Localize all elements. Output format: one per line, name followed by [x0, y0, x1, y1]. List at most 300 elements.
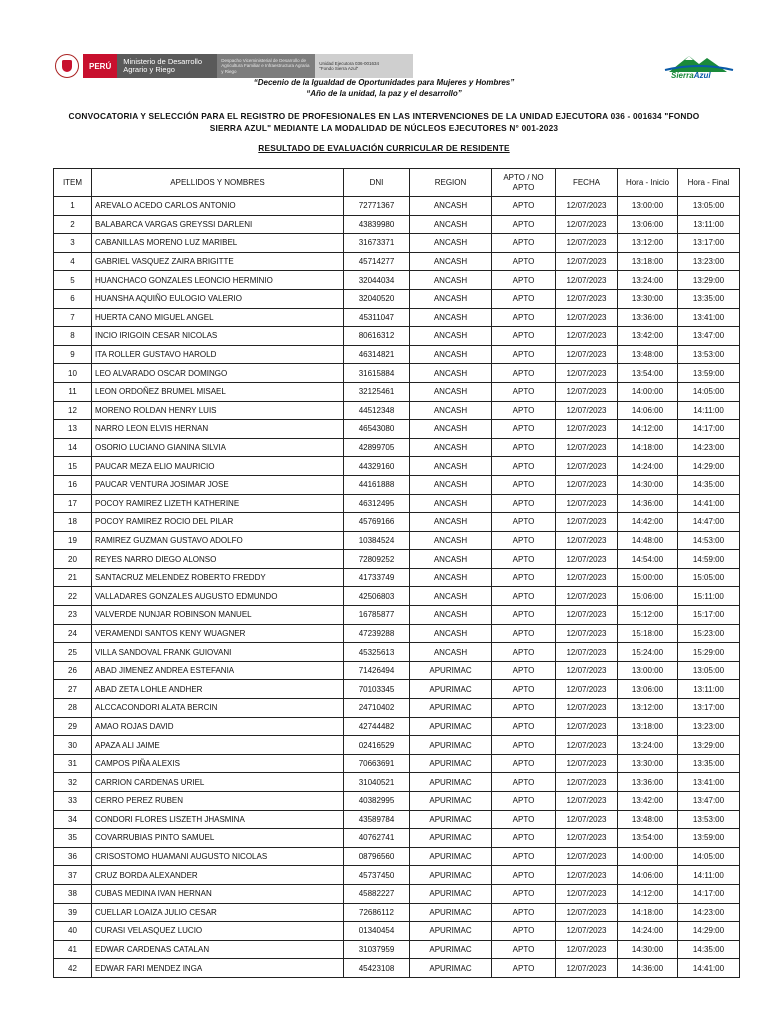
cell-date: 12/07/2023: [556, 847, 618, 866]
cell-end-time: 14:47:00: [678, 513, 740, 532]
cell-dni: 47239288: [344, 624, 410, 643]
cell-name: CARRION CARDENAS URIEL: [92, 773, 344, 792]
decenio-slogan: “Decenio de la Igualdad de Oportunidades para Mujeres y Hombres”: [253, 78, 515, 87]
cell-item: 11: [54, 382, 92, 401]
cell-region: APURIMAC: [410, 792, 492, 811]
cell-name: CUBAS MEDINA IVAN HERNAN: [92, 884, 344, 903]
cell-item: 7: [54, 308, 92, 327]
cell-region: APURIMAC: [410, 810, 492, 829]
cell-dni: 40382995: [344, 792, 410, 811]
cell-date: 12/07/2023: [556, 513, 618, 532]
cell-region: ANCASH: [410, 364, 492, 383]
cell-dni: 80616312: [344, 327, 410, 346]
cell-name: AMAO ROJAS DAVID: [92, 717, 344, 736]
cell-status: APTO: [492, 903, 556, 922]
cell-start-time: 13:00:00: [618, 661, 678, 680]
cell-region: ANCASH: [410, 457, 492, 476]
cell-start-time: 13:00:00: [618, 197, 678, 216]
col-header-region: REGION: [410, 169, 492, 197]
coat-of-arms-icon: [55, 54, 79, 78]
cell-dni: 45311047: [344, 308, 410, 327]
cell-start-time: 15:06:00: [618, 587, 678, 606]
cell-item: 33: [54, 792, 92, 811]
cell-start-time: 14:48:00: [618, 531, 678, 550]
cell-status: APTO: [492, 884, 556, 903]
cell-item: 10: [54, 364, 92, 383]
cell-date: 12/07/2023: [556, 252, 618, 271]
cell-dni: 70103345: [344, 680, 410, 699]
vice-ministry-label: Despacho Viceministerial de Desarrollo de Agricultura Familiar e Infraestructura Agraria y Riego: [217, 54, 315, 78]
cell-region: APURIMAC: [410, 940, 492, 959]
cell-item: 30: [54, 736, 92, 755]
cell-region: APURIMAC: [410, 829, 492, 848]
cell-date: 12/07/2023: [556, 568, 618, 587]
cell-status: APTO: [492, 382, 556, 401]
col-header-status: APTO / NO APTO: [492, 169, 556, 197]
cell-dni: 70663691: [344, 754, 410, 773]
cell-status: APTO: [492, 289, 556, 308]
cell-end-time: 13:17:00: [678, 234, 740, 253]
cell-start-time: 13:24:00: [618, 736, 678, 755]
cell-date: 12/07/2023: [556, 866, 618, 885]
cell-date: 12/07/2023: [556, 699, 618, 718]
cell-region: APURIMAC: [410, 736, 492, 755]
cell-start-time: 14:42:00: [618, 513, 678, 532]
cell-dni: 45325613: [344, 643, 410, 662]
cell-item: 6: [54, 289, 92, 308]
cell-end-time: 14:41:00: [678, 959, 740, 978]
cell-item: 35: [54, 829, 92, 848]
cell-start-time: 13:18:00: [618, 717, 678, 736]
table-row: [54, 494, 740, 513]
table-row: [54, 327, 740, 346]
cell-status: APTO: [492, 587, 556, 606]
cell-end-time: 13:05:00: [678, 197, 740, 216]
cell-region: ANCASH: [410, 587, 492, 606]
cell-region: APURIMAC: [410, 754, 492, 773]
cell-name: OSORIO LUCIANO GIANINA SILVIA: [92, 438, 344, 457]
cell-end-time: 13:35:00: [678, 289, 740, 308]
cell-region: ANCASH: [410, 513, 492, 532]
cell-status: APTO: [492, 754, 556, 773]
cell-start-time: 13:48:00: [618, 345, 678, 364]
cell-dni: 45714277: [344, 252, 410, 271]
cell-start-time: 13:42:00: [618, 327, 678, 346]
cell-name: HUERTA CANO MIGUEL ANGEL: [92, 308, 344, 327]
cell-dni: 02416529: [344, 736, 410, 755]
cell-region: ANCASH: [410, 624, 492, 643]
cell-dni: 10384524: [344, 531, 410, 550]
cell-end-time: 14:41:00: [678, 494, 740, 513]
cell-start-time: 14:18:00: [618, 903, 678, 922]
cell-end-time: 15:17:00: [678, 606, 740, 625]
table-row: [54, 847, 740, 866]
cell-status: APTO: [492, 643, 556, 662]
cell-name: CRISOSTOMO HUAMANI AUGUSTO NICOLAS: [92, 847, 344, 866]
cell-end-time: 13:47:00: [678, 792, 740, 811]
cell-status: APTO: [492, 401, 556, 420]
cell-status: APTO: [492, 829, 556, 848]
cell-start-time: 14:00:00: [618, 382, 678, 401]
cell-start-time: 14:18:00: [618, 438, 678, 457]
cell-dni: 32040520: [344, 289, 410, 308]
cell-item: 27: [54, 680, 92, 699]
cell-status: APTO: [492, 624, 556, 643]
table-row: [54, 401, 740, 420]
cell-date: 12/07/2023: [556, 606, 618, 625]
cell-name: HUANSHA AQUIÑO EULOGIO VALERIO: [92, 289, 344, 308]
cell-date: 12/07/2023: [556, 345, 618, 364]
table-row: [54, 717, 740, 736]
col-header-item: ITEM: [54, 169, 92, 197]
cell-item: 8: [54, 327, 92, 346]
ministry-label: Ministerio de Desarrollo Agrario y Riego: [117, 54, 217, 78]
cell-status: APTO: [492, 550, 556, 569]
cell-date: 12/07/2023: [556, 401, 618, 420]
cell-status: APTO: [492, 940, 556, 959]
table-row: [54, 271, 740, 290]
table-row: [54, 606, 740, 625]
document-title: CONVOCATORIA Y SELECCIÓN PARA EL REGISTRO DE PROFESIONALES EN LAS INTERVENCIONES DE LA UNIDAD EJECUTORA 036 - 001634 "FONDO SIERRA AZUL" MEDIANTE LA MODALIDAD DE NÚCLEOS EJECUTORES N° 001-2023: [68, 111, 700, 133]
cell-item: 25: [54, 643, 92, 662]
cell-date: 12/07/2023: [556, 382, 618, 401]
table-row: [54, 829, 740, 848]
cell-end-time: 13:23:00: [678, 252, 740, 271]
cell-name: VALLADARES GONZALES AUGUSTO EDMUNDO: [92, 587, 344, 606]
cell-end-time: 14:11:00: [678, 866, 740, 885]
cell-date: 12/07/2023: [556, 661, 618, 680]
cell-start-time: 13:12:00: [618, 234, 678, 253]
executing-unit-line1: Unidad Ejecutora 036-001634: [319, 60, 380, 66]
cell-name: VERAMENDI SANTOS KENY WUAGNER: [92, 624, 344, 643]
cell-date: 12/07/2023: [556, 289, 618, 308]
cell-item: 17: [54, 494, 92, 513]
cell-status: APTO: [492, 438, 556, 457]
cell-start-time: 14:54:00: [618, 550, 678, 569]
col-header-name: APELLIDOS Y NOMBRES: [92, 169, 344, 197]
cell-status: APTO: [492, 475, 556, 494]
cell-end-time: 13:53:00: [678, 810, 740, 829]
cell-item: 12: [54, 401, 92, 420]
cell-region: APURIMAC: [410, 773, 492, 792]
cell-end-time: 13:53:00: [678, 345, 740, 364]
cell-name: HUANCHACO GONZALES LEONCIO HERMINIO: [92, 271, 344, 290]
table-row: [54, 736, 740, 755]
cell-status: APTO: [492, 513, 556, 532]
document-subtitle: RESULTADO DE EVALUACIÓN CURRICULAR DE RESIDENTE: [258, 143, 510, 153]
cell-region: ANCASH: [410, 327, 492, 346]
table-row: [54, 215, 740, 234]
cell-region: ANCASH: [410, 308, 492, 327]
cell-start-time: 13:30:00: [618, 289, 678, 308]
cell-name: VALVERDE NUNJAR ROBINSON MANUEL: [92, 606, 344, 625]
sierra-azul-logo: [663, 52, 735, 80]
table-row: [54, 308, 740, 327]
cell-start-time: 13:30:00: [618, 754, 678, 773]
cell-dni: 42899705: [344, 438, 410, 457]
cell-end-time: 13:41:00: [678, 308, 740, 327]
year-slogan: “Año de la unidad, la paz y el desarrollo”: [306, 89, 462, 98]
cell-date: 12/07/2023: [556, 959, 618, 978]
cell-status: APTO: [492, 773, 556, 792]
cell-start-time: 14:36:00: [618, 959, 678, 978]
col-header-start-time: Hora - Inicio: [618, 169, 678, 197]
cell-start-time: 14:30:00: [618, 475, 678, 494]
cell-end-time: 13:47:00: [678, 327, 740, 346]
cell-dni: 41733749: [344, 568, 410, 587]
cell-dni: 31615884: [344, 364, 410, 383]
cell-item: 41: [54, 940, 92, 959]
cell-end-time: 13:29:00: [678, 271, 740, 290]
cell-item: 15: [54, 457, 92, 476]
cell-dni: 71426494: [344, 661, 410, 680]
cell-item: 36: [54, 847, 92, 866]
cell-item: 19: [54, 531, 92, 550]
cell-name: EDWAR FARI MENDEZ INGA: [92, 959, 344, 978]
cell-region: ANCASH: [410, 550, 492, 569]
cell-item: 5: [54, 271, 92, 290]
cell-start-time: 13:12:00: [618, 699, 678, 718]
cell-item: 34: [54, 810, 92, 829]
cell-status: APTO: [492, 699, 556, 718]
cell-name: ABAD ZETA LOHLE ANDHER: [92, 680, 344, 699]
cell-name: CONDORI FLORES LISZETH JHASMINA: [92, 810, 344, 829]
cell-region: APURIMAC: [410, 680, 492, 699]
cell-start-time: 14:06:00: [618, 401, 678, 420]
cell-name: VILLA SANDOVAL FRANK GUIOVANI: [92, 643, 344, 662]
cell-item: 16: [54, 475, 92, 494]
cell-date: 12/07/2023: [556, 587, 618, 606]
cell-name: NARRO LEON ELVIS HERNAN: [92, 420, 344, 439]
cell-name: LEON ORDOÑEZ BRUMEL MISAEL: [92, 382, 344, 401]
cell-status: APTO: [492, 345, 556, 364]
cell-date: 12/07/2023: [556, 624, 618, 643]
cell-region: APURIMAC: [410, 699, 492, 718]
cell-date: 12/07/2023: [556, 327, 618, 346]
cell-name: PAUCAR VENTURA JOSIMAR JOSE: [92, 475, 344, 494]
cell-dni: 45882227: [344, 884, 410, 903]
cell-name: BALABARCA VARGAS GREYSSI DARLENI: [92, 215, 344, 234]
cell-start-time: 13:36:00: [618, 308, 678, 327]
cell-end-time: 13:41:00: [678, 773, 740, 792]
cell-region: ANCASH: [410, 438, 492, 457]
cell-end-time: 14:05:00: [678, 847, 740, 866]
cell-status: APTO: [492, 847, 556, 866]
cell-start-time: 13:54:00: [618, 364, 678, 383]
cell-name: ITA ROLLER GUSTAVO HAROLD: [92, 345, 344, 364]
cell-date: 12/07/2023: [556, 271, 618, 290]
cell-region: APURIMAC: [410, 884, 492, 903]
cell-date: 12/07/2023: [556, 531, 618, 550]
cell-name: ABAD JIMENEZ ANDREA ESTEFANIA: [92, 661, 344, 680]
cell-date: 12/07/2023: [556, 829, 618, 848]
cell-item: 2: [54, 215, 92, 234]
cell-status: APTO: [492, 661, 556, 680]
cell-item: 13: [54, 420, 92, 439]
cell-start-time: 13:54:00: [618, 829, 678, 848]
table-row: [54, 810, 740, 829]
sierra-azul-logo-text: SierraAzul: [671, 71, 711, 80]
table-row: [54, 792, 740, 811]
cell-date: 12/07/2023: [556, 457, 618, 476]
cell-status: APTO: [492, 494, 556, 513]
cell-name: INCIO IRIGOIN CESAR NICOLAS: [92, 327, 344, 346]
cell-name: COVARRUBIAS PINTO SAMUEL: [92, 829, 344, 848]
cell-start-time: 13:42:00: [618, 792, 678, 811]
cell-end-time: 14:23:00: [678, 438, 740, 457]
table-row: [54, 754, 740, 773]
cell-dni: 72771367: [344, 197, 410, 216]
cell-region: ANCASH: [410, 420, 492, 439]
cell-dni: 01340454: [344, 922, 410, 941]
col-header-dni: DNI: [344, 169, 410, 197]
results-table: [53, 168, 740, 978]
cell-dni: 72809252: [344, 550, 410, 569]
cell-region: ANCASH: [410, 252, 492, 271]
cell-end-time: 15:11:00: [678, 587, 740, 606]
cell-date: 12/07/2023: [556, 643, 618, 662]
executing-unit-label: [315, 54, 413, 78]
cell-start-time: 15:24:00: [618, 643, 678, 662]
cell-end-time: 14:29:00: [678, 922, 740, 941]
cell-date: 12/07/2023: [556, 884, 618, 903]
cell-dni: 42744482: [344, 717, 410, 736]
cell-start-time: 14:24:00: [618, 922, 678, 941]
cell-start-time: 13:06:00: [618, 680, 678, 699]
cell-date: 12/07/2023: [556, 754, 618, 773]
table-row: [54, 531, 740, 550]
cell-item: 9: [54, 345, 92, 364]
executing-unit-line2: "Fondo Sierra Azul": [319, 66, 359, 71]
cell-date: 12/07/2023: [556, 903, 618, 922]
table-row: [54, 457, 740, 476]
cell-status: APTO: [492, 457, 556, 476]
cell-status: APTO: [492, 792, 556, 811]
cell-end-time: 13:11:00: [678, 215, 740, 234]
cell-status: APTO: [492, 271, 556, 290]
cell-dni: 43589784: [344, 810, 410, 829]
table-row: [54, 420, 740, 439]
cell-status: APTO: [492, 252, 556, 271]
cell-name: CRUZ BORDA ALEXANDER: [92, 866, 344, 885]
cell-status: APTO: [492, 215, 556, 234]
cell-date: 12/07/2023: [556, 792, 618, 811]
table-header-row: [54, 169, 740, 197]
cell-item: 22: [54, 587, 92, 606]
cell-date: 12/07/2023: [556, 550, 618, 569]
cell-region: APURIMAC: [410, 959, 492, 978]
cell-item: 31: [54, 754, 92, 773]
cell-status: APTO: [492, 810, 556, 829]
cell-dni: 31673371: [344, 234, 410, 253]
cell-region: APURIMAC: [410, 903, 492, 922]
cell-status: APTO: [492, 197, 556, 216]
cell-region: ANCASH: [410, 531, 492, 550]
cell-status: APTO: [492, 420, 556, 439]
cell-item: 26: [54, 661, 92, 680]
table-row: [54, 382, 740, 401]
cell-item: 42: [54, 959, 92, 978]
cell-start-time: 14:36:00: [618, 494, 678, 513]
cell-end-time: 13:35:00: [678, 754, 740, 773]
cell-date: 12/07/2023: [556, 215, 618, 234]
cell-date: 12/07/2023: [556, 922, 618, 941]
cell-item: 4: [54, 252, 92, 271]
cell-region: APURIMAC: [410, 847, 492, 866]
cell-end-time: 13:59:00: [678, 829, 740, 848]
cell-dni: 32125461: [344, 382, 410, 401]
cell-region: ANCASH: [410, 568, 492, 587]
cell-name: MORENO ROLDAN HENRY LUIS: [92, 401, 344, 420]
cell-region: APURIMAC: [410, 922, 492, 941]
government-logo-banner: [55, 54, 413, 78]
cell-end-time: 15:29:00: [678, 643, 740, 662]
table-row: [54, 866, 740, 885]
cell-status: APTO: [492, 922, 556, 941]
cell-region: ANCASH: [410, 345, 492, 364]
cell-start-time: 13:36:00: [618, 773, 678, 792]
cell-name: PAUCAR MEZA ELIO MAURICIO: [92, 457, 344, 476]
cell-name: GABRIEL VASQUEZ ZAIRA BRIGITTE: [92, 252, 344, 271]
cell-status: APTO: [492, 717, 556, 736]
cell-item: 32: [54, 773, 92, 792]
cell-date: 12/07/2023: [556, 308, 618, 327]
cell-dni: 45423108: [344, 959, 410, 978]
cell-name: CABANILLAS MORENO LUZ MARIBEL: [92, 234, 344, 253]
cell-end-time: 13:23:00: [678, 717, 740, 736]
cell-status: APTO: [492, 327, 556, 346]
cell-date: 12/07/2023: [556, 197, 618, 216]
cell-start-time: 14:00:00: [618, 847, 678, 866]
cell-start-time: 15:18:00: [618, 624, 678, 643]
cell-name: SANTACRUZ MELENDEZ ROBERTO FREDDY: [92, 568, 344, 587]
cell-region: ANCASH: [410, 197, 492, 216]
cell-end-time: 15:23:00: [678, 624, 740, 643]
cell-dni: 44329160: [344, 457, 410, 476]
cell-status: APTO: [492, 680, 556, 699]
cell-dni: 42506803: [344, 587, 410, 606]
cell-date: 12/07/2023: [556, 773, 618, 792]
cell-dni: 43839980: [344, 215, 410, 234]
cell-region: ANCASH: [410, 401, 492, 420]
table-row: [54, 234, 740, 253]
table-row: [54, 643, 740, 662]
cell-date: 12/07/2023: [556, 494, 618, 513]
col-header-date: FECHA: [556, 169, 618, 197]
table-row: [54, 197, 740, 216]
cell-item: 38: [54, 884, 92, 903]
table-row: [54, 959, 740, 978]
cell-region: ANCASH: [410, 382, 492, 401]
col-header-end-time: Hora - Final: [678, 169, 740, 197]
cell-end-time: 14:35:00: [678, 475, 740, 494]
cell-end-time: 14:17:00: [678, 420, 740, 439]
table-row: [54, 364, 740, 383]
table-row: [54, 568, 740, 587]
cell-start-time: 14:30:00: [618, 940, 678, 959]
cell-dni: 45769166: [344, 513, 410, 532]
cell-status: APTO: [492, 606, 556, 625]
cell-start-time: 14:06:00: [618, 866, 678, 885]
cell-date: 12/07/2023: [556, 475, 618, 494]
peru-label: PERÚ: [83, 54, 117, 78]
table-row: [54, 252, 740, 271]
cell-dni: 72686112: [344, 903, 410, 922]
cell-date: 12/07/2023: [556, 234, 618, 253]
cell-date: 12/07/2023: [556, 438, 618, 457]
table-row: [54, 699, 740, 718]
cell-status: APTO: [492, 364, 556, 383]
